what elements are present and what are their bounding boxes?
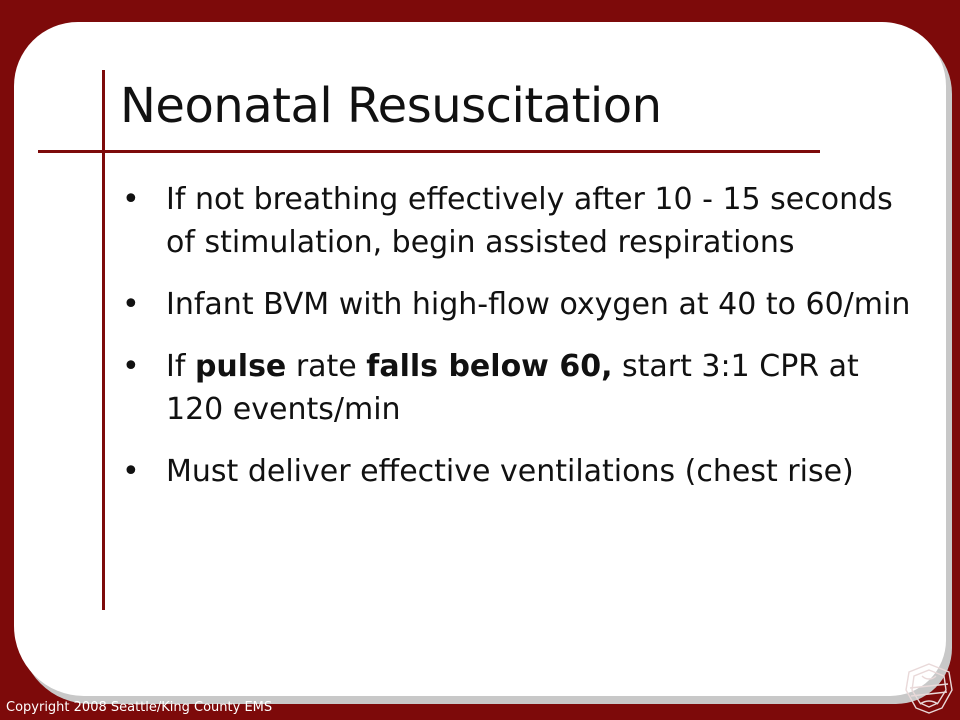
slide-title: Neonatal Resuscitation (120, 78, 662, 134)
bullet-text-emphasis: falls below 60, (366, 349, 613, 384)
bullet-marker: • (122, 349, 140, 384)
bullet-text: Must deliver effective ventilations (chest rise) (166, 454, 854, 489)
bullet-text-emphasis: pulse (194, 349, 287, 384)
copyright-notice: Copyright 2008 Seattle/King County EMS (6, 700, 273, 715)
king-county-seal-icon (902, 660, 956, 716)
bullet-text-part: rate (286, 349, 367, 384)
bullet-item (118, 345, 918, 431)
bullet-marker: • (122, 454, 140, 489)
bullet-text: If not breathing effectively after 10 - 15 seconds of stimulation, begin assisted respirations (166, 182, 893, 260)
bullet-item (118, 178, 918, 264)
bullet-text: Infant BVM with high-flow oxygen at 40 to 60/min (166, 287, 911, 322)
bullet-text (166, 349, 859, 427)
bullet-marker: • (122, 182, 140, 217)
bullet-item (118, 450, 918, 493)
bullet-item (118, 283, 918, 326)
horizontal-rule (38, 150, 820, 153)
bullet-text-part: start 3:1 CPR at 120 events/min (166, 349, 859, 427)
bullet-list (118, 178, 918, 512)
bullet-marker: • (122, 287, 140, 322)
bullet-text-part: If (166, 349, 195, 384)
